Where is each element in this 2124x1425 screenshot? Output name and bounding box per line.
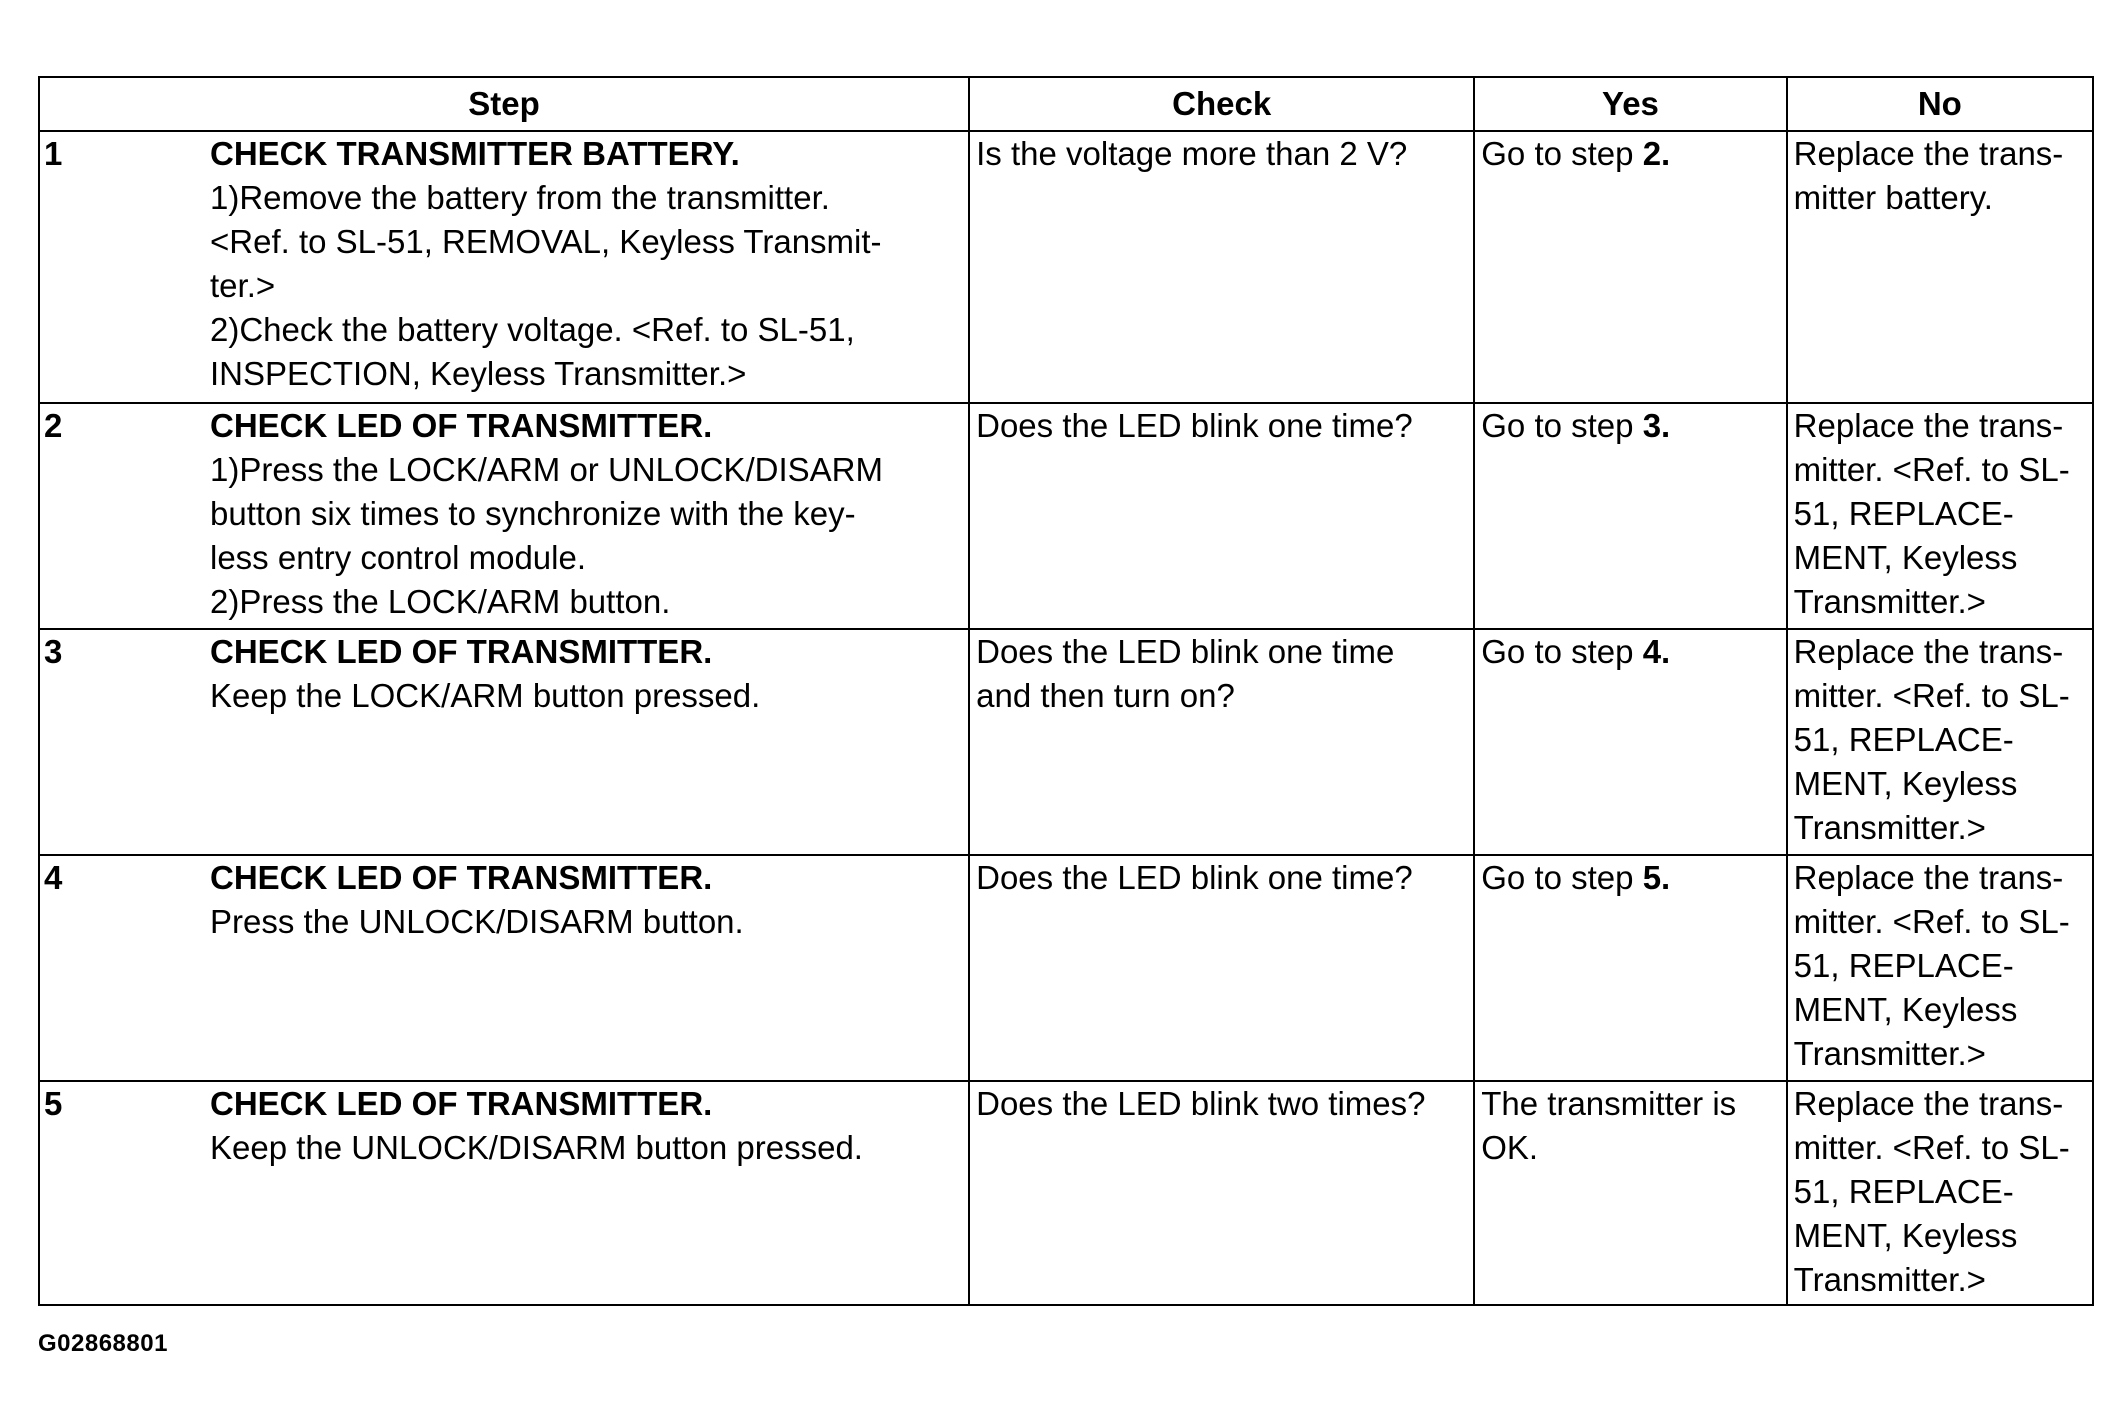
table-header-row xyxy=(39,77,2093,131)
header-step: Step xyxy=(39,77,969,131)
diagnostic-table xyxy=(38,76,2094,1306)
check-cell: Is the voltage more than 2 V? xyxy=(969,131,1474,403)
yes-text: Go to step xyxy=(1481,859,1643,896)
step-cell xyxy=(39,855,969,1081)
step-number: 5 xyxy=(44,1085,63,1122)
yes-step-ref: 2. xyxy=(1642,135,1671,172)
yes-cell xyxy=(1474,855,1786,1081)
check-cell: Does the LED blink one time and then turn on? xyxy=(969,629,1474,855)
yes-step-ref: 4. xyxy=(1642,633,1671,670)
yes-cell xyxy=(1474,629,1786,855)
header-check: Check xyxy=(969,77,1474,131)
yes-text: The transmitter is OK. xyxy=(1481,1085,1737,1166)
yes-text: Go to step xyxy=(1481,135,1643,172)
step-title: CHECK LED OF TRANSMITTER. xyxy=(210,859,713,896)
yes-text: Go to step xyxy=(1481,407,1643,444)
yes-text: Go to step xyxy=(1481,633,1643,670)
yes-step-ref: 3. xyxy=(1642,407,1671,444)
step-title: CHECK LED OF TRANSMITTER. xyxy=(210,1085,713,1122)
step-text: Keep the LOCK/ARM button pressed. xyxy=(210,677,761,714)
step-number: 1 xyxy=(44,135,63,172)
step-text: 1)Remove the battery from the transmitter. <Ref. to SL-51, REMOVAL, Keyless Transmit- ter.> 2)Check the battery voltage. <Ref. to SL-51, INSPECTION, Keyless Transmitter.> xyxy=(210,179,882,392)
step-cell xyxy=(39,131,969,403)
no-cell: Replace the trans- mitter battery. xyxy=(1787,131,2093,403)
check-cell: Does the LED blink one time? xyxy=(969,403,1474,629)
step-title: CHECK LED OF TRANSMITTER. xyxy=(210,633,713,670)
yes-cell xyxy=(1474,1081,1786,1305)
step-number: 4 xyxy=(44,859,63,896)
yes-cell xyxy=(1474,403,1786,629)
header-yes: Yes xyxy=(1474,77,1786,131)
step-cell xyxy=(39,629,969,855)
step-title: CHECK LED OF TRANSMITTER. xyxy=(210,407,713,444)
no-cell: Replace the trans- mitter. <Ref. to SL- 51, REPLACE- MENT, Keyless Transmitter.> xyxy=(1787,629,2093,855)
no-cell: Replace the trans- mitter. <Ref. to SL- 51, REPLACE- MENT, Keyless Transmitter.> xyxy=(1787,403,2093,629)
step-text: 1)Press the LOCK/ARM or UNLOCK/DISARM button six times to synchronize with the key- less entry control module. 2)Press the LOCK/ARM button. xyxy=(210,451,883,620)
step-title: CHECK TRANSMITTER BATTERY. xyxy=(210,135,740,172)
step-cell xyxy=(39,403,969,629)
no-cell: Replace the trans- mitter. <Ref. to SL- 51, REPLACE- MENT, Keyless Transmitter.> xyxy=(1787,855,2093,1081)
table-row xyxy=(39,1081,2093,1305)
step-cell xyxy=(39,1081,969,1305)
step-text: Keep the UNLOCK/DISARM button pressed. xyxy=(210,1129,863,1166)
step-text: Press the UNLOCK/DISARM button. xyxy=(210,903,744,940)
header-no: No xyxy=(1787,77,2093,131)
step-number: 2 xyxy=(44,407,63,444)
table-row xyxy=(39,855,2093,1081)
table-row xyxy=(39,403,2093,629)
table-row xyxy=(39,131,2093,403)
check-cell: Does the LED blink two times? xyxy=(969,1081,1474,1305)
no-cell: Replace the trans- mitter. <Ref. to SL- 51, REPLACE- MENT, Keyless Transmitter.> xyxy=(1787,1081,2093,1305)
yes-step-ref: 5. xyxy=(1642,859,1671,896)
figure-id: G02868801 xyxy=(38,1330,168,1357)
yes-cell xyxy=(1474,131,1786,403)
step-number: 3 xyxy=(44,633,63,670)
check-cell: Does the LED blink one time? xyxy=(969,855,1474,1081)
table-row xyxy=(39,629,2093,855)
